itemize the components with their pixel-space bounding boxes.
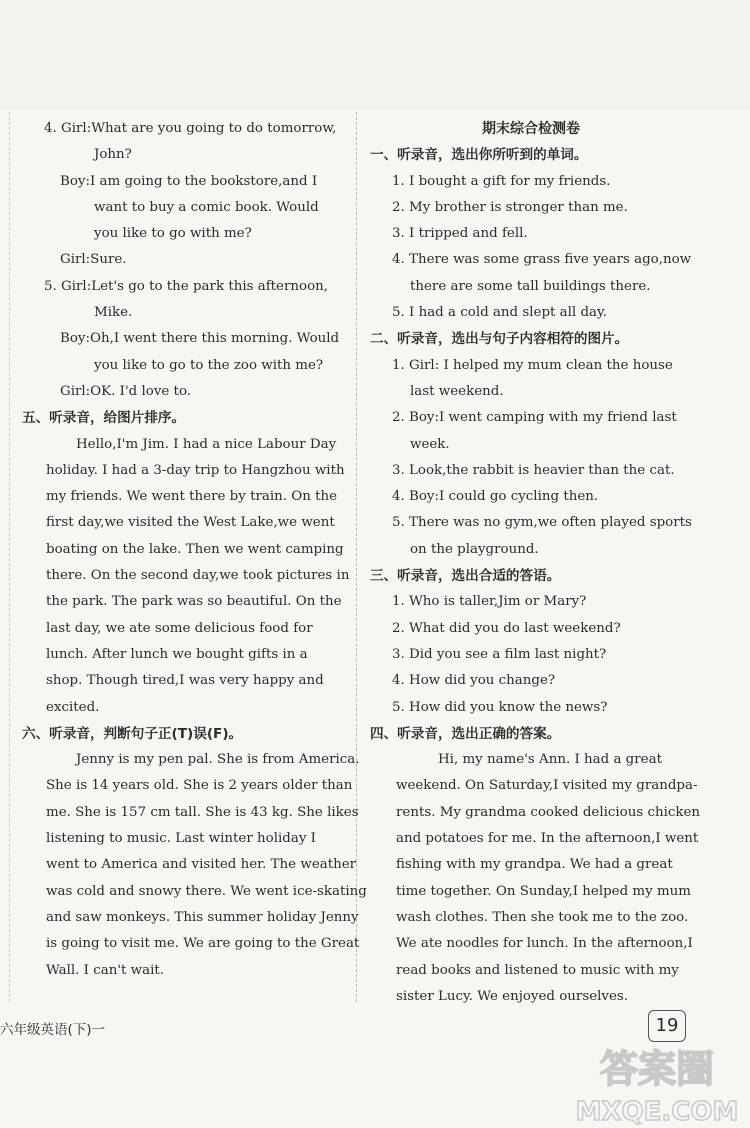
- passage-line: Wall. I can't wait.: [46, 962, 164, 978]
- watermark-text-en: MXQE.COM: [575, 1097, 739, 1127]
- dialogue-line: you like to go with me?: [94, 226, 252, 242]
- passage-line: the park. The park was so beautiful. On the: [46, 594, 342, 610]
- passage-line: me. She is 157 cm tall. She is 43 kg. She likes: [46, 804, 359, 820]
- passage-line: last day, we ate some delicious food for: [46, 620, 313, 636]
- list-item: 1. Who is taller,Jim or Mary?: [392, 594, 587, 610]
- list-item: 5. I had a cold and slept all day.: [392, 305, 608, 321]
- list-item: 3. Did you see a film last night?: [392, 646, 607, 662]
- passage-line: time together. On Sunday,I helped my mum: [396, 883, 691, 899]
- passage-line: We ate noodles for lunch. In the afternoon,I: [396, 936, 693, 952]
- left-column: [22, 116, 367, 984]
- list-item: on the playground.: [410, 541, 539, 557]
- dialogue-line: you like to go to the zoo with me?: [94, 357, 324, 373]
- passage-line: excited.: [46, 699, 100, 715]
- page-number: 19: [648, 1010, 686, 1042]
- passage-line: was cold and snowy there. We went ice-skating: [46, 883, 367, 899]
- passage-line: there. On the second day,we took pictures in: [46, 568, 350, 584]
- watermark-text-cn: 答案圈: [599, 1047, 715, 1091]
- list-item: 4. There was some grass five years ago,now: [392, 252, 692, 268]
- passage-line: my friends. We went there by train. On the: [46, 489, 338, 505]
- dialogue-line: Mike.: [94, 305, 133, 321]
- list-item: 2. Boy:I went camping with my friend last: [392, 410, 677, 426]
- passage-line: lunch. After lunch we bought gifts in a: [46, 646, 308, 662]
- list-item: 4. Boy:I could go cycling then.: [392, 489, 599, 505]
- dialogue-line: Boy:I am going to the bookstore,and I: [60, 173, 318, 189]
- passage-line: She is 14 years old. She is 2 years older than: [46, 778, 353, 794]
- section-5-heading: 五、听录音，给图片排序。: [22, 410, 186, 427]
- list-item: 4. How did you change?: [392, 673, 556, 689]
- passage-line: shop. Though tired,I was very happy and: [46, 673, 324, 689]
- section-2-heading: 二、听录音，选出与句子内容相符的图片。: [370, 331, 629, 348]
- dialogue-line: want to buy a comic book. Would: [94, 199, 319, 215]
- dialogue-line: 4. Girl:What are you going to do tomorrow,: [44, 121, 337, 136]
- list-item: there are some tall buildings there.: [410, 278, 651, 294]
- footer-book-label: 六年级英语(下)一: [0, 1022, 106, 1038]
- section-3-heading: 三、听录音，选出合适的答语。: [370, 568, 561, 585]
- list-item: 5. How did you know the news?: [392, 699, 608, 715]
- passage-line: first day,we visited the West Lake,we went: [46, 515, 335, 531]
- passage-line: rents. My grandma cooked delicious chicken: [396, 804, 701, 820]
- dialogue-line: John?: [94, 147, 132, 163]
- section-1-heading: 一、听录音，选出你所听到的单词。: [370, 147, 588, 164]
- dialogue-line: Girl:Sure.: [60, 252, 127, 268]
- section-6-heading: 六、听录音，判断句子正(T)误(F)。: [22, 725, 243, 742]
- list-item: 1. I bought a gift for my friends.: [392, 173, 611, 189]
- list-item: last weekend.: [410, 383, 504, 399]
- passage-line: read books and listened to music with my: [396, 962, 679, 978]
- list-item: week.: [410, 436, 450, 452]
- dialogue-line: Boy:Oh,I went there this morning. Would: [60, 331, 340, 347]
- page-top-margin: [0, 0, 750, 110]
- list-item: 3. I tripped and fell.: [392, 226, 528, 242]
- binding-edge-line: [9, 112, 10, 1002]
- passage-line: Hello,I'm Jim. I had a nice Labour Day: [76, 436, 337, 452]
- list-item: 1. Girl: I helped my mum clean the house: [392, 357, 673, 373]
- list-item: 3. Look,the rabbit is heavier than the cat.: [392, 462, 675, 478]
- page-title: 期末综合检测卷: [482, 121, 580, 137]
- passage-line: went to America and visited her. The weather: [46, 857, 357, 873]
- list-item: 2. What did you do last weekend?: [392, 620, 621, 636]
- right-column: [370, 116, 701, 1010]
- passage-line: weekend. On Saturday,I visited my grandpa-: [396, 778, 698, 794]
- list-item: 2. My brother is stronger than me.: [392, 199, 628, 215]
- dialogue-line: Girl:OK. I'd love to.: [60, 383, 192, 399]
- passage-line: fishing with my grandpa. We had a great: [396, 857, 673, 873]
- passage-line: sister Lucy. We enjoyed ourselves.: [396, 988, 629, 1004]
- passage-line: Jenny is my pen pal. She is from America.: [76, 752, 360, 768]
- passage-line: Hi, my name's Ann. I had a great: [438, 752, 662, 768]
- watermark-logo: [565, 1040, 750, 1128]
- dialogue-line: 5. Girl:Let's go to the park this afternoon,: [44, 278, 329, 294]
- list-item: 5. There was no gym,we often played sports: [392, 515, 692, 531]
- column-divider: [356, 112, 357, 1002]
- passage-line: boating on the lake. Then we went camping: [46, 541, 344, 557]
- section-4-heading: 四、听录音，选出正确的答案。: [370, 725, 561, 742]
- passage-line: is going to visit me. We are going to the Great: [46, 936, 360, 952]
- passage-line: wash clothes. Then she took me to the zoo.: [396, 909, 689, 925]
- passage-line: holiday. I had a 3-day trip to Hangzhou with: [46, 462, 345, 478]
- passage-line: listening to music. Last winter holiday I: [46, 831, 316, 847]
- passage-line: and saw monkeys. This summer holiday Jenny: [46, 909, 359, 925]
- passage-line: and potatoes for me. In the afternoon,I went: [396, 831, 699, 847]
